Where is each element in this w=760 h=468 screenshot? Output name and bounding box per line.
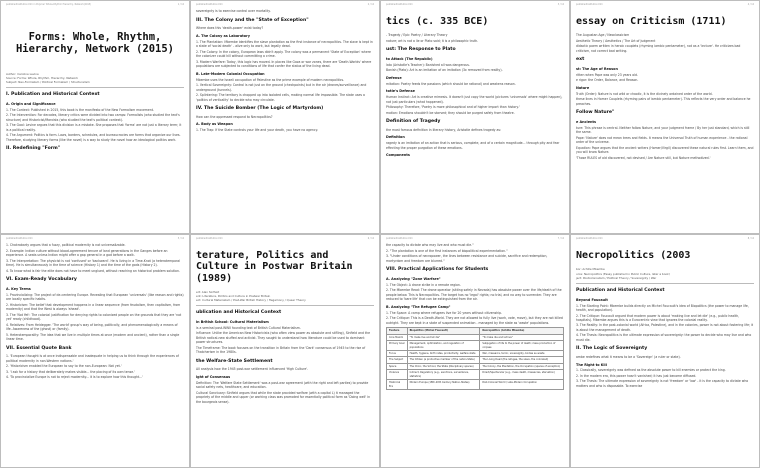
paragraph: The Timeframe: The book focuses on the transition in Britain from the 'Dark' consensus of 1945 to the rise of Thatcherism in the 1980s. — [196, 345, 366, 355]
section-heading: II. Redefining "Form" — [6, 146, 61, 152]
page-header-source: publishedInstitution.htm — [576, 3, 603, 6]
subsection-heading: A. Body as Weapon — [196, 122, 233, 127]
paragraph: sovereignty is to exercise control over mortality. — [196, 9, 271, 14]
paragraph: 1. Chakrabarty argues that a fuzzy, political modernity is not universalizable. — [6, 243, 126, 248]
subsection-heading: B. Analyzing "The Refugee Camp" — [386, 304, 451, 309]
table-row — [387, 370, 564, 380]
paragraph: 1. The Object: A drone strike in a remote region. — [386, 282, 461, 287]
section-heading: VI. Exam-Ready Vocabulary — [6, 277, 77, 283]
table-cell: War, massacre, terror, sovereignty, bodies as waste — [480, 350, 564, 356]
page-header — [6, 237, 184, 240]
document-metadata-line: Source: Forms: Whole, Rhythm, Hierarchy, Network — [6, 75, 79, 80]
page-header — [386, 237, 564, 240]
paragraph: 1. The Plantation: Mbembe identifies the slave plantation as the first instance of necropolitics. The slave is kept in a state of 'social death' - alive only to work, but legally dead. — [196, 39, 373, 49]
document-metadata-line: bor: Achille Mbembe — [576, 267, 605, 272]
section-heading: Publication and Historical Context — [576, 287, 665, 293]
document-metadata-line: Author: Caroline Levine — [6, 71, 39, 76]
table-cell: Health, hygiene, birth rates, productivity, welfare state — [407, 350, 480, 356]
page-header — [6, 3, 184, 6]
paragraph: didactic poem written in heroic couplets (rhyming iambic pentameter), not as a 'lecture'. He criticizes bad criticism, not correct bad writing. — [576, 44, 741, 53]
document-page[interactable] — [380, 234, 570, 468]
table-row — [387, 380, 564, 390]
table-cell: The Subject — [387, 357, 408, 363]
subsection-heading: Definition — [386, 135, 405, 140]
paragraph: ture: This phrase is central. Neither follow Nature, and your judgment frame / By her just standard, which is still the same. — [576, 125, 750, 135]
paragraph: the capacity to dictate who may live and who must die." — [386, 243, 474, 248]
paragraph: 3. The Goal: Levine argues that this division is a mistake. She proposes that 'forms' are not just a literary term; it is a political reality. — [6, 123, 182, 132]
paragraph: 1. The Starting Point: Mbembe builds directly on Michel Foucault's idea of Biopolitics (the power to manage life, health, and population). — [576, 303, 749, 313]
divider — [576, 283, 754, 284]
document-page[interactable] — [570, 234, 760, 468]
table-cell: Primary Goal — [387, 341, 408, 351]
document-title: Necropolitics (2003 — [576, 250, 691, 262]
paragraph: 4. The Argument: Politics is form. Laws, borders, schedules, and bureaucracies are forms that organize our lives. Therefore, studying literary forms (like the novel) is a way to study the novel how an ideological politics work. — [6, 133, 181, 142]
document-metadata-line: ject: Postcolonialism / Political Theory / Sovereignty / War — [576, 275, 657, 280]
page-header-source: publishedInstitution.htm — [386, 3, 413, 6]
table-cell: Subjugation of life to the power of death; mass production of corpses — [480, 341, 564, 351]
paragraph: 'Those RULES of old discovered, not devised / Are Nature still, but Nature methodized.' — [576, 155, 711, 160]
document-title: Forms: Whole, Rhythm, Hierarchy, Network (2015) — [15, 31, 175, 55]
paragraph: the most famous definition in literary history, Aristotle defines tragedy as: — [386, 127, 502, 132]
paragraph: 3. The Thesis: The ultimate expression of sovereignty is not 'freedom' or 'law' - it is the capacity to dictate who matters and who is disposable. To exercise — [576, 379, 749, 388]
paragraph: 4. To know what is fair the elite does not have to meet unglued, without reaching an historical problem solution. — [6, 268, 180, 273]
document-page[interactable] — [0, 0, 190, 234]
paragraph: The Augustan Age / Neoclassicism — [576, 33, 630, 38]
page-header-source: publishedInstitution.htm — [576, 237, 603, 240]
section-heading: ext — [576, 57, 585, 63]
table-row — [387, 341, 564, 351]
section-heading: I. Publication and Historical Context — [6, 92, 100, 98]
page-header — [196, 237, 374, 240]
paragraph: ambe redefines what it means to be a 'Sovereign' (a ruler or state). — [576, 355, 681, 360]
paragraph: is a seminal post-WWII founding text of British Cultural Materialism. — [196, 325, 301, 330]
paragraph: 3. The 'Not Yet': The colonial justification for denying rights to colonized people on the grounds that they are 'not yet' ready (childhood). — [6, 312, 182, 322]
table-cell: Core Maxim — [387, 334, 408, 340]
page-number: 8 / 12 — [747, 237, 754, 240]
paragraph: 4. The Thesis: Necropolitics is the ultimate expression of sovereignty: the power to decide who may live and who must die. — [576, 333, 752, 342]
paragraph: ragedy is an imitation of an action that is serious, complete, and of a certain magnitude... through pity and fear effecting the proper purgation of these emotions. — [386, 141, 560, 150]
page-header-source: publishedInstitution.htm — [196, 237, 223, 240]
paragraph: 2. 'Historicism enabled the European to say to the non-European: Not yet.' — [6, 364, 122, 369]
paragraph: 4. 'To provincialize Europe is not to reject modernity... it is to explore how this thought...' — [6, 375, 144, 380]
document-page[interactable] — [380, 0, 570, 234]
paragraph: 1. The Trap: If the State controls your life and your death, you have no agency. — [196, 128, 318, 133]
document-page[interactable] — [0, 234, 190, 468]
page-number: 7 / 12 — [557, 237, 564, 240]
table-cell: Space — [387, 363, 408, 369]
subsection-heading: e Ancients — [576, 119, 597, 124]
section-heading: III. The Colony and the "State of Exception" — [196, 17, 309, 23]
page-number: 3 / 12 — [557, 3, 564, 6]
paragraph: nature; art is not a lie or Plato said; it is a philosophic truth. — [386, 38, 479, 43]
paragraph: 1. Vertical Sovereignty: Control is not just on the ground (checkpoints) but in the air (drones/surveillance) and underground (tunnels). — [196, 83, 367, 92]
paragraph: Human Instinct: Art is creative mimesis. It doesn't just copy the world (pictures 'universals' where might happen), not just particulars (what happened). — [386, 95, 563, 104]
page-header — [196, 3, 374, 6]
section-heading: the Welfare-State Settlement — [196, 358, 273, 364]
subsection-heading: Components — [386, 153, 410, 158]
paragraph: 2. Historicism: The belief that development happens in a linear sequence (from feudalism, then capitalism, from modernity) and that the West is always 'ahead'. — [6, 302, 181, 312]
table-cell: The Colony, the Plantation, the Occupation (spaces of exception) — [480, 363, 564, 369]
paragraph: Banish (Plato): Art is an imitation of an imitation (3x removed from reality). — [386, 68, 503, 73]
paragraph: 3. "Under conditions of necropower, the lines between resistance and suicide, sacrifice and redemption, martyrdom and freedom are blurred." — [386, 254, 548, 263]
subsection-heading: st: The Age of Reason — [576, 66, 618, 71]
document-metadata-line: ent: Literature, Politics and Culture in Postwar Britain — [196, 293, 271, 298]
paragraph: 2. The Mbembe Read: The drone operator (sitting safely in Nevada) has absolute power over the life/death of the people below. This is Necropolitics. The target has no 'legal' rights; no trial, and no way to surrender. They are reduced to 'bare life' that can be extinguished from the air. — [386, 288, 562, 302]
section-heading: ublication and Historical Context — [196, 310, 282, 316]
paragraph: mitation: Poetry feeds the passions (which should be rational) and weakens reason. — [386, 81, 516, 86]
table-cell: "To make die and let live" — [480, 334, 564, 340]
subsection-heading: Defense — [386, 75, 402, 80]
page-header — [576, 237, 754, 240]
page-number: 6 / 12 — [367, 237, 374, 240]
subsection-heading: in British School: Cultural Materialism — [196, 319, 269, 324]
paragraph: 2. In the modern era, this power hasn't vanished; it has just become diffused. — [576, 373, 697, 378]
paragraph: 2. The Critique: Foucault argued that modern power is about 'making live and let die' (e.g., public health, hospitals). Mbembe argues this is a Eurocentric view that ignores the colonial reality. — [576, 313, 740, 322]
paragraph: 3. 'I ask for a history that deliberately makes visible... the placing of its own tense.' — [6, 369, 135, 374]
paragraph: 4. Relatives: From Heidegger. 'The world' group's way of being, politically, and phenomenologically a means of life. Awareness of the (ghost) or (family). — [6, 322, 178, 332]
paragraph: 3. The Reality: In the post-colonial world (Africa, Palestine), and in the colonies, power is not about fostering life; it is about the management of death. — [576, 323, 754, 332]
paragraph: Mbembe uses the Israeli occupation of Palestine as the prime example of modern necropolitics. — [196, 77, 345, 82]
table-header-cell: Feature — [387, 328, 408, 334]
page-header — [576, 3, 754, 6]
subsection-heading: A. Key Terms — [6, 286, 31, 291]
paragraph: lato (Aristotle's Teacher): Banished all was dangerous. — [386, 62, 470, 67]
section-heading: II. The Logic of Sovereignty — [576, 346, 648, 352]
page-number: 1 / 12 — [177, 3, 184, 6]
section-heading: VII. Essential Quote Bank — [6, 345, 72, 351]
subsection-heading: A. Origin and Significance — [6, 101, 56, 106]
divider — [6, 87, 184, 88]
subsection-heading: B. Late-Modern Colonial Occupation — [196, 71, 265, 76]
paragraph: Equation: Pope argues that the ancient writers (Homer/Virgil) discovered these natural rules first. Learn them, and you will know Nature. — [576, 145, 754, 155]
document-metadata-line: urce: Necropolitics (Essay published in Public Culture, later a book) — [576, 271, 670, 276]
document-metadata-line: ect: Cultural Materialism / Post-War British History / Hegemony / Queer Theory — [196, 298, 306, 303]
paragraph: 1. The Space: A camp where refugees live for 20 years without citizenship. — [386, 310, 502, 315]
section-heading: IV. The Suicide Bomber (The Logic of Martyrdom) — [196, 106, 324, 112]
paragraph: 2. The Intervention: For decades, literary critics were divided into two camps: Formalists (who studied the text's structure) and Historicist/Marxists (who studied the text's political context). — [6, 113, 180, 122]
paragraph: Truth (Order): Nature is not wild or chaotic, it is the divinely ordained order of the world. — [576, 91, 713, 96]
divider — [196, 305, 374, 306]
page-number: 2 / 12 — [367, 3, 374, 6]
section-heading: VIII. Practical Applications for Students — [386, 267, 489, 273]
document-page[interactable] — [570, 0, 760, 234]
paragraph: Pope: 'Nature' does not mean trees and fields. It means the Universal Truth of human experience - the rational order of the universe. — [576, 135, 748, 145]
document-title: essay on Criticism (1711) — [576, 16, 727, 28]
table-cell: Direct/Spectacular (e.g., mass death, massacres, starvation) — [480, 370, 564, 380]
paragraph: Philosophy: Therefore, 'Poetry is more philosophical and of higher import than history.' — [386, 105, 520, 110]
paragraph: Definition: The 'Welfare State Settlement' was a post-war agreement (with the right and left parties) to provide social safety nets, healthcare, and education. — [196, 380, 369, 390]
table-cell: The Clinic, the School, the State (Disciplinary spaces) — [407, 363, 480, 369]
page-header-source: publishedInstitution.htm — [6, 237, 33, 240]
paragraph: Where does this 'death-power' exist today? — [196, 26, 264, 31]
section-heading: ust: The Response to Plato — [386, 47, 456, 53]
page-header-source: publishedInstitution.htm — [386, 237, 413, 240]
table-cell: Modern Europe (18th-20th Century Nation-States) — [407, 380, 480, 390]
table-cell: Violence — [387, 370, 408, 380]
table-cell: Historical Era — [387, 380, 408, 390]
paragraph: 2. The Colony: In the colony, European laws didn't apply. The colony was a permanent 'State of Exception' where the colonizer could kill without committing a crime. — [196, 49, 371, 59]
document-title: terature, Politics and Culture in Postwar Britain (1989) — [196, 250, 353, 284]
paragraph: these lines in Homer Couplets (rhyming pairs of iambic pentameter). This reflects the very order and balance he preaches. — [576, 97, 751, 106]
page-header — [386, 3, 564, 6]
paragraph: ritten when Pope was only 23 years old. — [576, 72, 638, 77]
paragraph: 2. Example: Indian culture without blood-agreement tenure of land generations in the Ganges before an experience. A seats unless Indian might offer a gap general in a god before a walk. — [6, 248, 168, 258]
table-cell: "To make live and let die" — [407, 334, 480, 340]
document-page[interactable] — [190, 0, 380, 234]
paragraph: 1. 'European thought is at once indispensable and inadequate in helping us to think through the experiences of political modernity in non-Western nations.' — [6, 354, 179, 363]
document-metadata-line: Subject: Neo-Formalism / Political Formalism / Structuralism — [6, 80, 90, 85]
paragraph: Cultural Sanctuary: Sinfield argues that while the state provided welfare (with a capital L) it managed the propriety of the middle and upper (or working class was promoted for essentially political form as 'Doing well' in the bourgeois sense). — [196, 390, 371, 404]
paragraph: 2. Splintering: The territory is chopped up into isolated cells, making normal life impossible. The state uses a 'politics of verticality' to decide who may circulate. — [196, 93, 365, 102]
paragraph: motion: Emotions shouldn't be starved; they should be purged safely from theatre. — [386, 110, 515, 115]
table-header-cell: Biopolitics (Michel Foucault) — [407, 328, 480, 334]
table-cell: The Living Dead (the refugee, the slave, the colonized) — [480, 357, 564, 363]
document-page[interactable] — [190, 234, 380, 468]
paragraph: 1. Classically, sovereignty was defined as the absolute power to kill enemies or protect the king. — [576, 368, 726, 373]
paragraph: How can the oppressed respond to Necropolitics? — [196, 114, 273, 119]
subsection-heading: A. Analyzing "Zone Warfare" — [386, 276, 441, 281]
paragraph: Influence: Unlike the American New Historicists (who often view power as absolute and stifling), Sinfield and the British radical-new stuffed and activist. They sought to understand how literature could be used to dominant power structures. — [196, 331, 371, 345]
subsection-heading: Beyond Foucault — [576, 297, 608, 302]
page-number: 4 / 12 — [747, 3, 754, 6]
subsection-heading: The Right to Kill — [576, 362, 607, 367]
table-cell: The Citizen (a productive member of the nation-State) — [407, 357, 480, 363]
paragraph: 1. Provincializing: The project of de-centering Europe. Revealing that European 'universals' (like reason and rights) are locally specific habits. — [6, 292, 184, 302]
page-number: 5 / 12 — [177, 237, 184, 240]
document-title: tics (c. 335 BCE) — [386, 16, 489, 28]
paragraph: 5. Heterotemporality: The idea that we live in multiple times at once (modern and ancient), rather than a single linear time. — [6, 332, 180, 342]
paragraph: e rigor: the Order, Balance, and Reason. — [576, 78, 639, 83]
table-cell: Post-Colonial World / Late-Modern Occupation — [480, 380, 564, 390]
document-metadata-line: ert: Alan Sinfield — [196, 289, 220, 294]
table-cell: Focus — [387, 350, 408, 356]
table-header-cell: Necropolitics (Achille Mbembe) — [480, 328, 564, 334]
paragraph: 3. Modern Warfare: Today, this logic has moved. In places like Gaza or war zones, there are 'Death-Worlds' where populations are subjected to conditions of life that confer the status of the living dead. — [196, 59, 372, 69]
page-header-source: publishedInstitution.htm in Polymer Whole-Rhythm Hierarchy, Network(2015) — [6, 3, 91, 6]
subsection-heading: Nature — [576, 85, 590, 90]
paragraph: - Tragedy / Epic Poetry / Literary Theory — [386, 33, 448, 38]
paragraph: 2. The Critique: This is a Death-World. They are not allowed to fully live (work, vote, move), but they are not killed outright. They are kept in a state of suspended animation - managed by the state as 'waste' populations. — [386, 316, 563, 325]
table-cell: Indirect, Regulatory (e.g., sanctions, surveillance, statistics) — [407, 370, 480, 380]
paragraph: 2. "The plantation is one of the first instances of biopolitical experimentation." — [386, 248, 508, 253]
paragraph: 3. The Interpretation: The physicist is not 'confused' or 'backward'. He is living in a Time-Knot (a heterotemporal time). He is simultaneously in the time of science (History 1) and the time of the gods (History 2). — [6, 258, 181, 268]
comparison-table — [386, 327, 564, 390]
subsection-heading: A. The Colony as Laboratory — [196, 33, 250, 38]
table-cell: Management, optimization, and regulation of populations — [407, 341, 480, 351]
subsection-heading: to Attack (The Republic) — [386, 57, 433, 61]
subsection-heading: ight of Consensus — [196, 374, 231, 379]
section-heading: Definition of Tragedy — [386, 119, 441, 125]
page-header-source: publishedInstitution.htm — [196, 3, 223, 6]
subsection-heading: totle's Defense — [386, 89, 415, 94]
section-heading: Follow Nature" — [576, 110, 615, 116]
paragraph: Aesthetic Theory / Aesthetics / The Art of Judgment — [576, 38, 656, 43]
paragraph: 1. The Context: Published in 2015, this book is the manifesto of the New Formalism movement. — [6, 107, 154, 112]
paragraph: All analysis how the 1945 post-war settlement influenced 'High Culture'. — [196, 367, 309, 372]
